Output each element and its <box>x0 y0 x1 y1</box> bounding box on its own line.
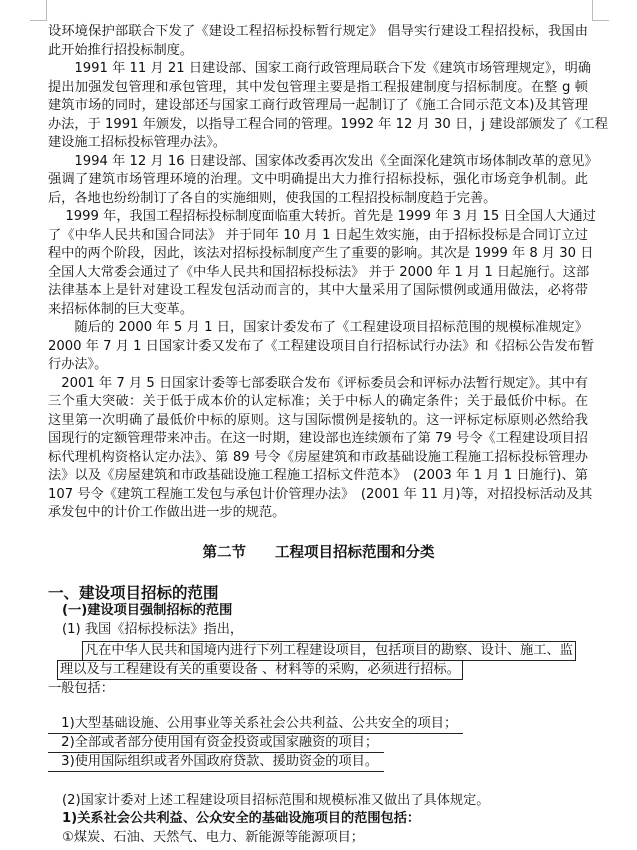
body-line: 提出加强发包管理和承包管理，其中发包管理主要是指工程报建制度与招标制度。在整 g 顿 <box>48 79 588 95</box>
body-line: 2001 年 7 月 5 日国家计委等七部委联合发布《评标委员会和评标办法暂行规定》。其中有 <box>48 375 588 391</box>
body-line: 程中的两个阶段，因此，该法对招标投标制度产生了重要的影响。其次是 1999 年 8 月 30 日 <box>48 246 594 261</box>
body-line: 2000 年 7 月 1 日国家计委又发布了《工程建设项目自行招标试行办法》和《招标公告发布暂 <box>48 338 595 354</box>
body-line: 法》以及《房屋建筑和市政基础设施工程施工招标文件范本》 (2003 年 1 月 1 日施行)、第 <box>48 468 588 483</box>
bold-subheading: 1)关系社会公共利益、公众安全的基础设施项目的范围包括： <box>62 811 421 826</box>
body-line: 随后的 2000 年 5 月 1 日，国家计委发布了《工程建设项目招标范围的规模标准规定》 <box>48 320 588 335</box>
underlined-item-2: 2)全部或者部分使用国有资金投资或国家融资的项目； <box>48 734 384 753</box>
body-line: 全国人大常委会通过了《中华人民共和国招标投标法》 并于 2000 年 1 月 1 日起施行。这部 <box>48 264 590 280</box>
underlined-item-1: 1)大型基础设施、公用事业等关系社会公共利益、公共安全的项目； <box>48 715 463 734</box>
general-include-label: 一般包括： <box>48 681 114 696</box>
body-line: 建筑市场的同时，建设部还与国家工商行政管理局一起制订了《施工合同示范文本)及其管理 <box>48 98 588 113</box>
heading-1: 一、建设项目招标的范围 <box>48 584 219 602</box>
body-line: 后，各地也纷纷制订了各自的实施细则，使我国的工程招投标制度趋于完善。 <box>48 190 497 206</box>
boxed-quote-line-2: 理以及与工程建设有关的重要设备 、材料等的采购，必须进行招标。 <box>57 660 463 680</box>
body-line: 承发包中的计价工作做出进一步的规范。 <box>48 505 286 520</box>
body-line: 来招标体制的巨大变革。 <box>48 301 194 317</box>
body-line: 国现行的定额管理带来冲击。在这一时期，建设部也连续颁布了第 79 号令《工程建设项目招 <box>48 431 588 446</box>
page-corner-mark-left <box>30 0 47 21</box>
body-line: 1999 年，我国工程招标投标制度面临重大转折。首先是 1999 年 3 月 15 日全国人大通过 <box>48 209 596 224</box>
body-line: 这里第一次明确了最低价中标的原则。这与国际惯例是接轨的。这一评标定标原则必然给我 <box>48 412 588 428</box>
circle-item-1: ①煤炭、石油、天然气、电力、新能源等能源项目； <box>62 830 364 845</box>
body-line: 强调了建筑市场管理环境的治理。文中明确提出大力推行招标投标，强化市场竞争机制。此 <box>48 172 588 187</box>
item-1-intro: (1) 我国《招标投标法》指出， <box>62 622 244 637</box>
body-line: 办法，于 1991 年颁发，以指导工程合同的管理。1992 年 12 月 30 日，j 建设部颁发了《工程 <box>48 116 608 132</box>
body-line: 设环境保护部联合下发了《建设工程招标投标暂行规定》 倡导实行建设工程招投标，我国由 <box>48 24 588 39</box>
boxed-quote-line-1: 凡在中华人民共和国境内进行下列工程建设项目，包括项目的勘察、设计、施工、监 <box>82 641 576 661</box>
body-line: 107 号令《建筑工程施工发包与承包计价管理办法》 (2001 年 11 月)等，对招投标活动及其 <box>48 486 593 502</box>
body-line: 行办法》。 <box>48 357 108 372</box>
page-corner-mark-right <box>592 0 609 21</box>
underlined-item-3: 3)使用国际组织或者外国政府贷款、援助资金的项目。 <box>48 753 384 772</box>
body-line: 了《中华人民共和国合同法》 并于同年 10 月 1 日起生效实施，由于招标投标是合同订立过 <box>48 227 588 243</box>
section-title: 第二节 工程项目招标范围和分类 <box>202 545 435 561</box>
body-line: 1994 年 12 月 16 日建设部、国家体改委再次发出《全面深化建筑市场体制改革的意见》 <box>48 153 598 169</box>
item-2-intro: (2)国家计委对上述工程建设项目招标范围和规模标准又做出了具体规定。 <box>62 793 490 808</box>
body-line: 建设施工招标投标管理办法》。 <box>48 135 227 150</box>
body-line: 三个重大突破：关于低于成本价的认定标准；关于中标人的确定条件；关于最低价中标。在 <box>48 394 588 409</box>
body-line: 此开始推行招投标制度。 <box>48 42 194 58</box>
body-line: 法律基本上是针对建设工程发包活动而言的，其中大量采用了国际惯例或通用做法，必将带 <box>48 283 588 298</box>
body-line: 1991 年 11 月 21 日建设部、国家工商行政管理局联合下发《建筑市场管理规定》，明确 <box>48 61 592 76</box>
body-line: 标代理机构资格认定办法》、第 89 号令《房屋建筑和市政基础设施工程施工招标投标管理办 <box>48 449 588 465</box>
heading-2: (一)建设项目强制招标的范围 <box>62 603 233 618</box>
